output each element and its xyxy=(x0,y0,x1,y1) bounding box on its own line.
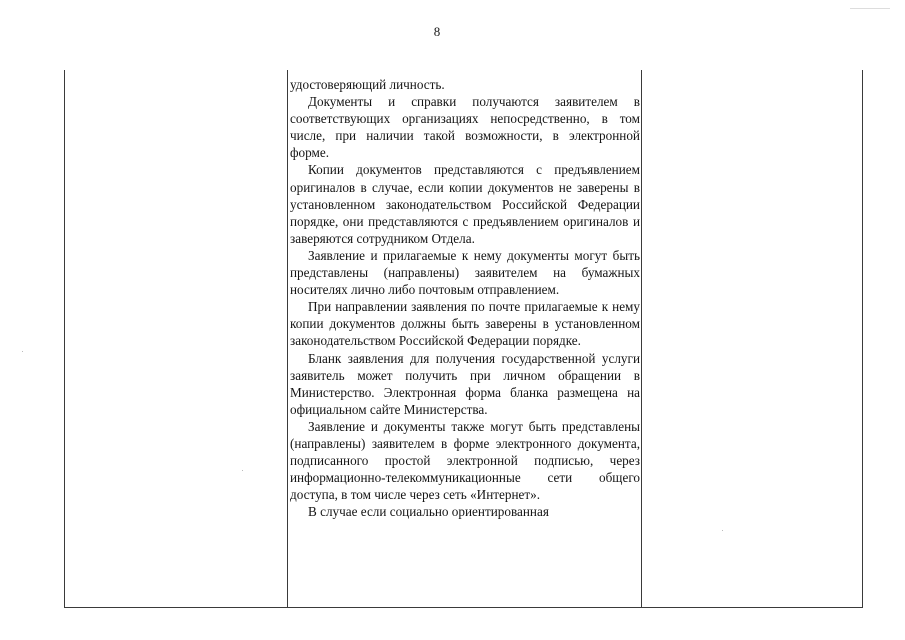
paragraph: Документы и справки получаются заявителем в соответствующих организациях непосредственно, в том числе, при наличии такой возможности, в электронной форме. xyxy=(290,94,640,161)
scan-speck xyxy=(242,470,243,471)
paragraph: удостоверяющий личность. xyxy=(290,77,445,92)
table-cell-text xyxy=(290,76,640,520)
paragraph: Заявление и прилагаемые к нему документы могут быть представлены (направлены) заявителем на бумажных носителях лично либо почтовым отправлением. xyxy=(290,247,640,298)
scan-speck xyxy=(722,530,723,531)
paragraph: Заявление и документы также могут быть представлены (направлены) заявителем в форме электронного документа, подписанного простой электронной подписью, через информационно-телекоммуникационные сети общего доступа, в том числе через сеть «Интернет». xyxy=(290,418,640,503)
page-number: 8 xyxy=(433,24,441,39)
table-bottom-border xyxy=(64,607,863,608)
paragraph: Копии документов представляются с предъявлением оригиналов в случае, если копии документов не заверены в установленном законодательством Российской Федерации порядке, они представляются с предъявлением оригиналов и заверяются сотрудником Отдела. xyxy=(290,162,640,246)
table-divider-2 xyxy=(641,70,642,608)
scan-speck xyxy=(22,351,23,352)
paragraph: В случае если социально ориентированная xyxy=(308,504,549,520)
scan-speck xyxy=(850,8,890,9)
paragraph: Бланк заявления для получения государственной услуги заявитель может получить при личном обращении в Министерство. Электронная форма бланка размещена на официальном сайте Министерства. xyxy=(290,350,640,417)
table-divider-1 xyxy=(287,70,288,608)
table-border-left xyxy=(64,70,65,608)
table-border-right xyxy=(862,70,863,608)
paragraph: При направлении заявления по почте прилагаемые к нему копии документов должны быть заверены в установленном законодательством Российской Федерации порядке. xyxy=(290,299,640,349)
